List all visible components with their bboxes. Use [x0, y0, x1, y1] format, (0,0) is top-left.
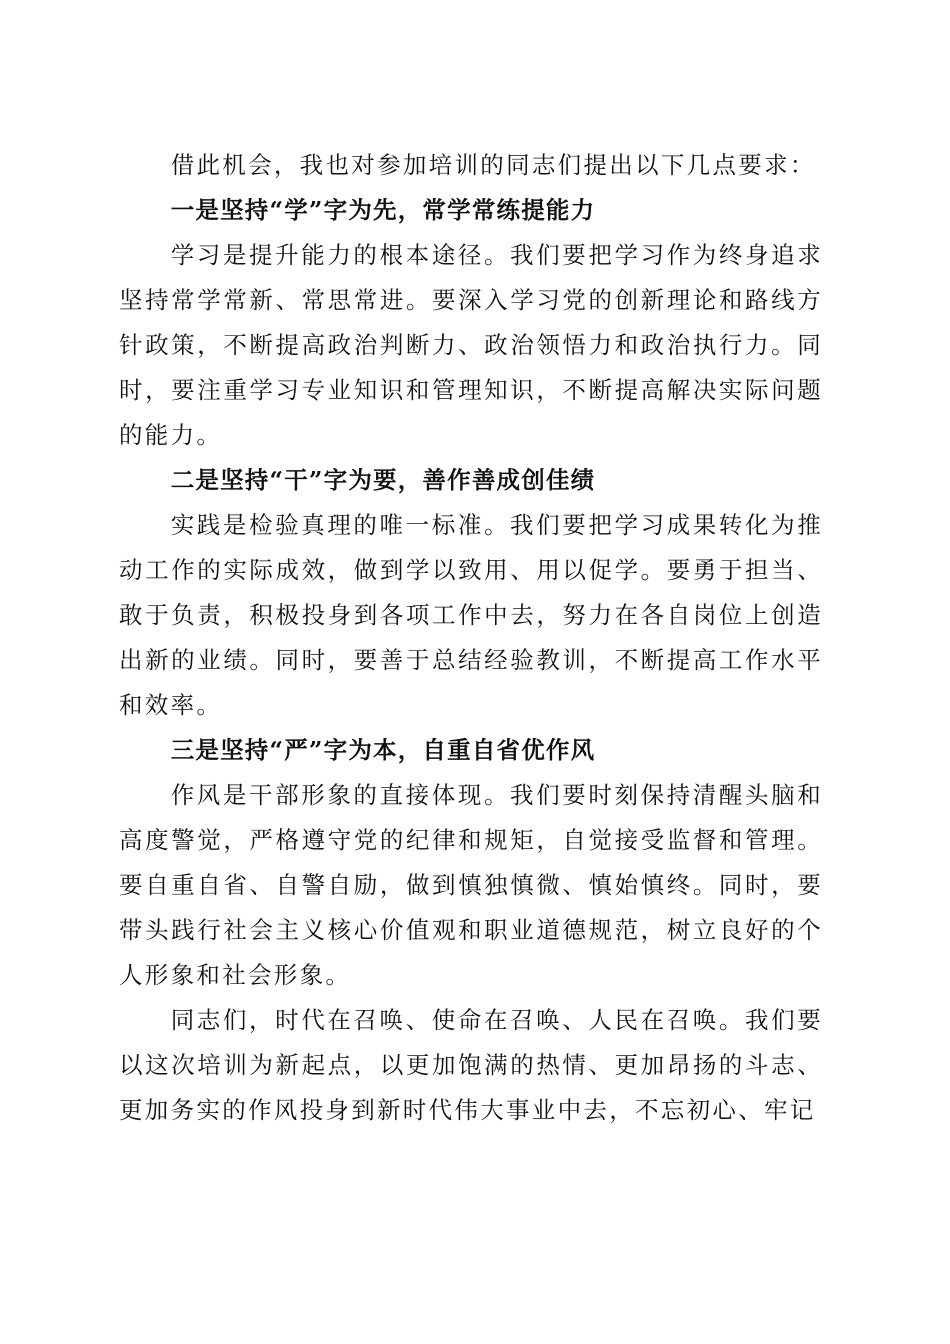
study-paragraph: 学习是提升能力的根本途径。我们要把学习作为终身追求坚持常学常新、常思常进。要深入学习党的创新理论和路线方针政策，不断提高政治判断力、政治领悟力和政治执行力。同时，要注重学习专业知识和管理知识，不断提高解决实际问题的能力。 — [119, 241, 823, 449]
document-page — [119, 143, 823, 1133]
work-paragraph: 实践是检验真理的唯一标准。我们要把学习成果转化为推动工作的实际成效，做到学以致用、用以促学。要勇于担当、敢于负责，积极投身到各项工作中去，努力在各自岗位上创造出新的业绩。同时，要善于总结经验教训，不断提高工作水平和效率。 — [119, 511, 823, 719]
intro-paragraph: 借此机会，我也对参加培训的同志们提出以下几点要求： — [170, 151, 816, 179]
section-heading-discipline: 三是坚持“严”字为本，自重自省优作风 — [170, 736, 596, 764]
discipline-paragraph: 作风是干部形象的直接体现。我们要时刻保持清醒头脑和高度警觉，严格遵守党的纪律和规矩，自觉接受监督和管理。要自重自省、自警自励，做到慎独慎微、慎始慎终。同时，要带头践行社会主义核心价值观和职业道德规范，树立良好的个人形象和社会形象。 — [119, 781, 823, 989]
closing-paragraph: 同志们，时代在召唤、使命在召唤、人民在召唤。我们要以这次培训为新起点，以更加饱满的热情、更加昂扬的斗志、更加务实的作风投身到新时代伟大事业中去，不忘初心、牢记 — [119, 1006, 823, 1124]
section-heading-study: 一是坚持“学”字为先，常学常练提能力 — [170, 196, 596, 224]
section-heading-work: 二是坚持“干”字为要，善作善成创佳绩 — [170, 466, 596, 494]
